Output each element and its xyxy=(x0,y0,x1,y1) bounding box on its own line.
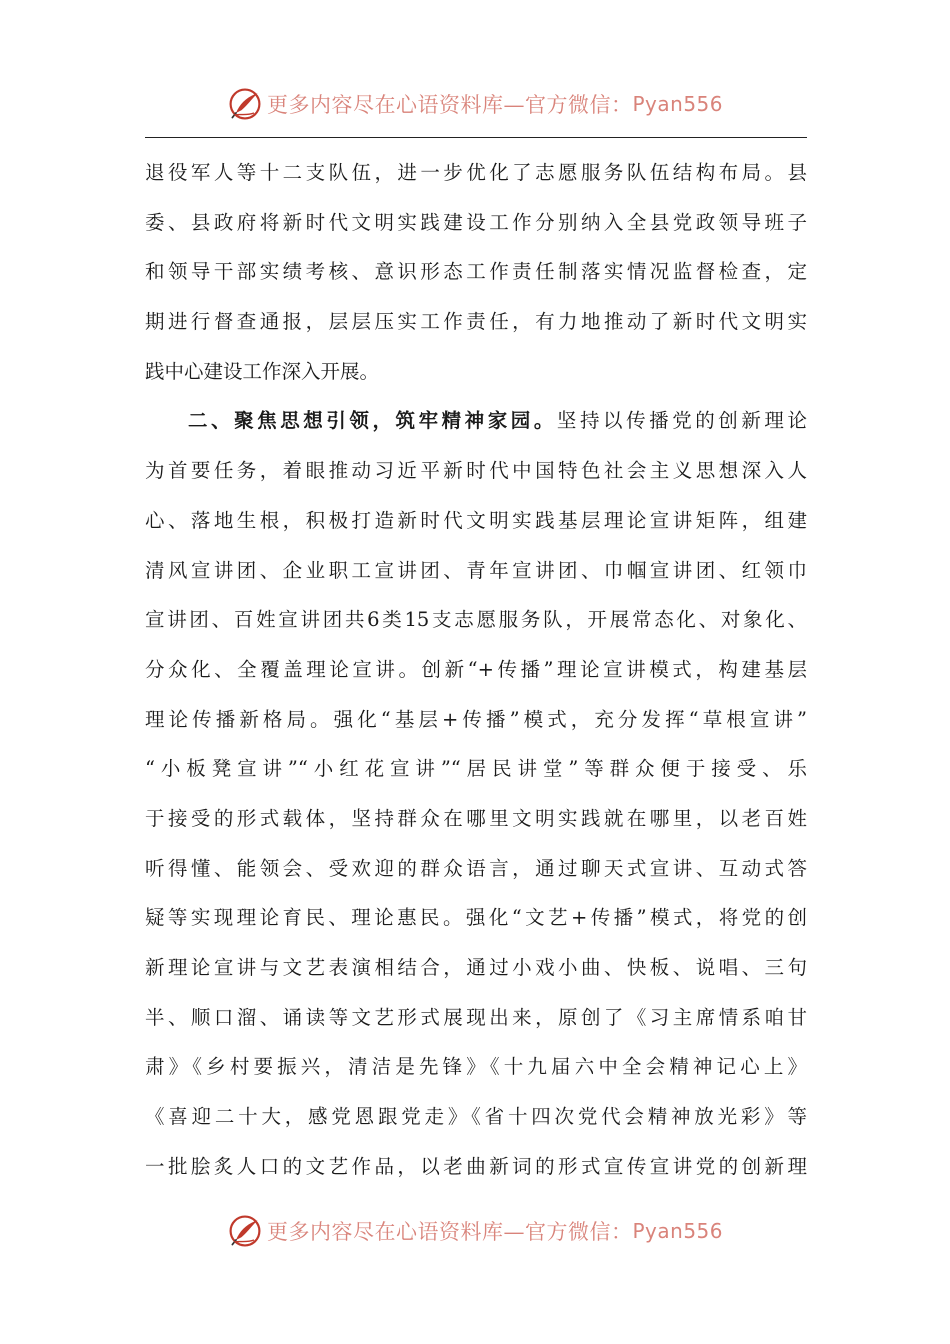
body-line-14: 于接受的形式载体，坚持群众在哪里文明实践就在哪里，以老百姓 xyxy=(145,806,807,830)
body-line-10: 宣讲团、百姓宣讲团共6类15支志愿服务队，开展常态化、对象化、 xyxy=(145,608,807,632)
body-line-7: 为首要任务，着眼推动习近平新时代中国特色社会主义思想深入人 xyxy=(145,459,807,483)
body-line-13: “小板凳宣讲”“小红花宣讲”“居民讲堂”等群众便于接受、乐 xyxy=(145,757,807,781)
body-line-9: 清风宣讲团、企业职工宣讲团、青年宣讲团、巾帼宣讲团、红领巾 xyxy=(145,558,807,582)
body-line-5: 践中心建设工作深入开展。 xyxy=(145,359,380,383)
header-site-text: 更多内容尽在心语资料库—官方微信： xyxy=(266,93,633,117)
body-line-8: 心、落地生根，积极打造新时代文明实践基层理论宣讲矩阵，组建 xyxy=(145,508,807,532)
body-line-3: 和领导干部实绩考核、意识形态工作责任制落实情况监督检查，定 xyxy=(145,260,807,284)
body-line-11: 分众化、全覆盖理论宣讲。创新“+传播”理论宣讲模式，构建基层 xyxy=(145,657,807,681)
body-line-17: 新理论宣讲与文艺表演相结合，通过小戏小曲、快板、说唱、三句 xyxy=(145,956,807,979)
section-heading-line xyxy=(145,396,807,446)
body-line-2: 委、县政府将新时代文明实践建设工作分别纳入全县党政领导班子 xyxy=(145,210,807,234)
body-line-18: 半、顺口溜、诵读等文艺形式展现出来，原创了《习主席情系咱甘 xyxy=(145,1005,807,1029)
header-banner xyxy=(0,82,950,126)
section-heading: 二、聚焦思想引领，筑牢精神家园。 xyxy=(188,409,557,433)
footer-site-text: 更多内容尽在心语资料库—官方微信： xyxy=(266,1220,633,1244)
header-wechat-id: Pyan556 xyxy=(632,92,723,116)
header-divider xyxy=(145,137,807,138)
body-line-21: 一批脍炙人口的文艺作品，以老曲新词的形式宣传宣讲党的创新理 xyxy=(145,1154,807,1178)
body-line-20: 《喜迎二十大，感党恩跟党走》《省十四次党代会精神放光彩》等 xyxy=(145,1105,807,1129)
body-line-16: 疑等实现理论育民、理论惠民。强化“文艺+传播”模式，将党的创 xyxy=(145,906,807,930)
body-line-4: 期进行督查通报，层层压实工作责任，有力地推动了新时代文明实 xyxy=(145,310,807,334)
section-heading-continuation: 坚持以传播党的创新理论 xyxy=(556,409,807,433)
body-line-19: 肃》《乡村要振兴，清洁是先锋》《十九届六中全会精神记心上》 xyxy=(145,1055,807,1079)
quill-logo-icon xyxy=(227,1213,263,1249)
body-line-1: 退役军人等十二支队伍，进一步优化了志愿服务队伍结构布局。县 xyxy=(145,161,807,184)
body-line-12: 理论传播新格局。强化“基层+传播”模式，充分发挥“草根宣讲” xyxy=(145,707,807,731)
document-body xyxy=(145,148,807,1191)
footer-banner xyxy=(0,1209,950,1253)
quill-logo-icon xyxy=(227,86,263,122)
body-line-15: 听得懂、能领会、受欢迎的群众语言，通过聊天式宣讲、互动式答 xyxy=(145,856,807,880)
footer-wechat-id: Pyan556 xyxy=(632,1219,723,1243)
